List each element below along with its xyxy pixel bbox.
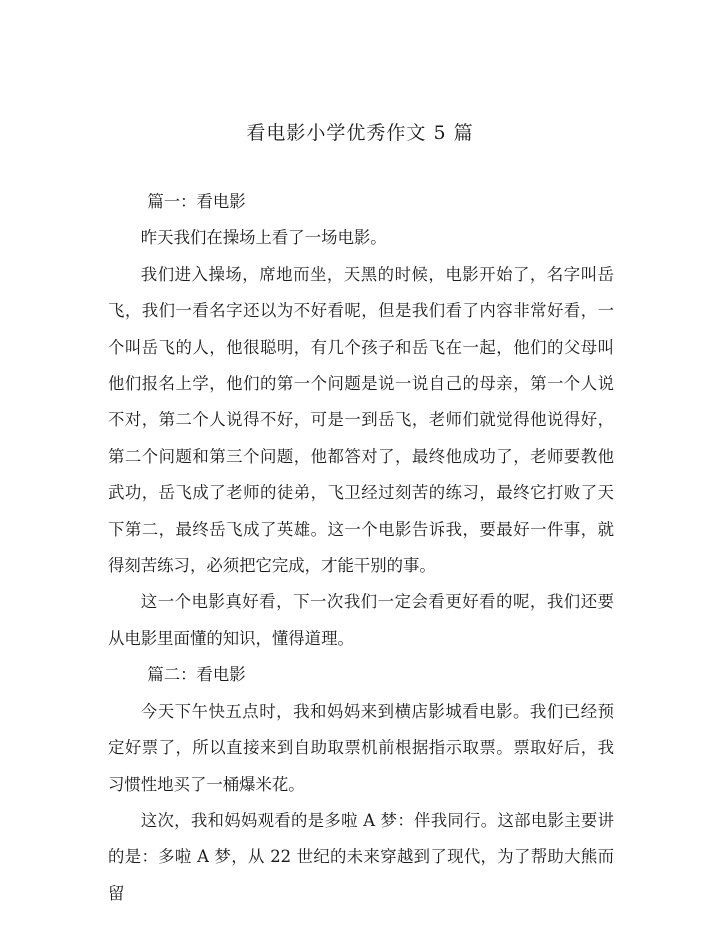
paragraph: 这次，我和妈妈观看的是多啦 A 梦：伴我同行。这部电影主要讲的是：多啦 A 梦，从 22 世纪的未来穿越到了现代，为了帮助大熊而留 — [108, 810, 614, 903]
document-title: 看电影小学优秀作文 5 篇 — [246, 122, 474, 144]
paragraph: 今天下午快五点时，我和妈妈来到横店影城看电影。我们已经预定好票了，所以直接来到自助取票机前根据指示取票。票取好后，我习惯性地买了一桶爆米花。 — [108, 701, 614, 794]
section-heading-1: 篇一：看电影 — [147, 192, 246, 211]
paragraph: 这一个电影真好看，下一次我们一定会看更好看的呢，我们还要从电影里面懂的知识，懂得道理。 — [108, 592, 614, 648]
paragraph: 昨天我们在操场上看了一场电影。 — [140, 228, 387, 248]
section-heading-2: 篇二：看电影 — [147, 665, 246, 685]
document-body — [108, 184, 614, 912]
paragraph: 我们进入操场，席地而坐，天黑的时候，电影开始了，名字叫岳飞，我们一看名字还以为不好看呢，但是我们看了内容非常好看，一个叫岳飞的人，他很聪明，有几个孩子和岳飞在一起，他们的父母叫他们报名上学，他们的第一个问题是说一说自己的母亲，第一个人说不对，第二个人说得不好，可是一到岳飞，老师们就觉得他说得好，第二个问题和第三个问题，他都答对了，最终他成功了，老师要教他武功，岳飞成了老师的徒弟，飞卫经过刻苦的练习，最终它打败了天下第二，最终岳飞成了英雄。这一个电影告诉我，要最好一件事，就得刻苦练习，必须把它完成，才能干别的事。 — [108, 264, 614, 576]
